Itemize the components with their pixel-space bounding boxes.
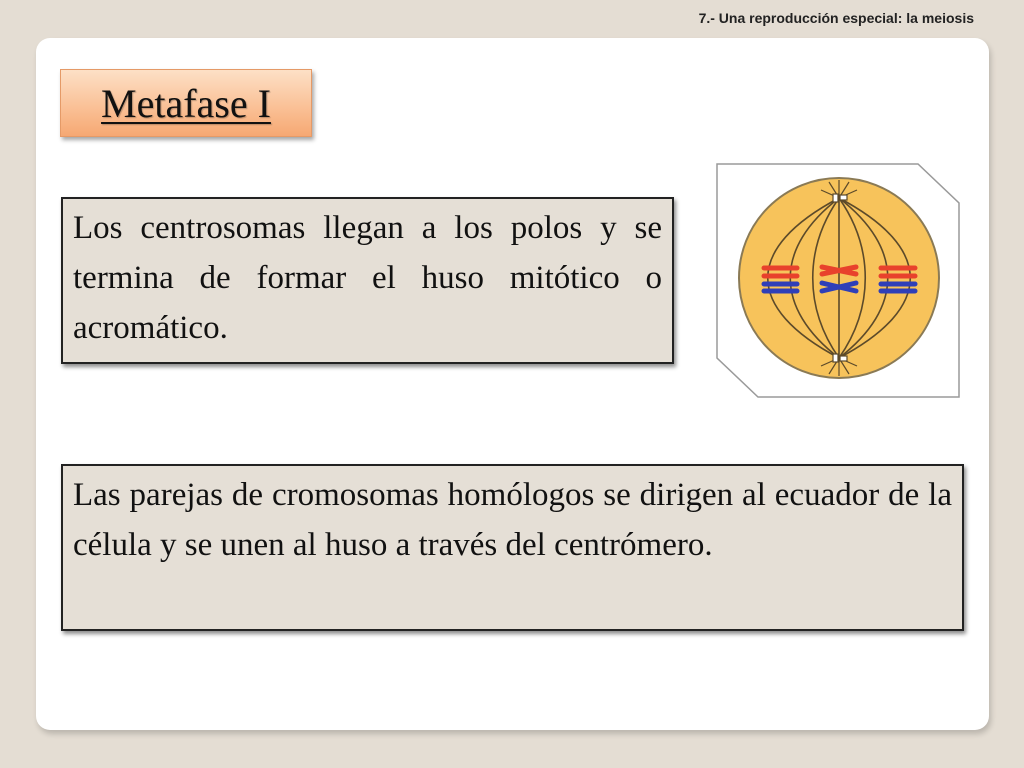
metaphase-cell-illustration [715,162,961,399]
paragraph-box-centrosomes: Los centrosomas llegan a los polos y se termina de formar el huso mitótico o acromático. [61,197,674,364]
paragraph-box-chromosomes: Las parejas de cromosomas homólogos se dirigen al ecuador de la célula y se unen al huso a través del centrómero. [61,464,964,631]
section-header: 7.- Una reproducción especial: la meiosis [698,10,974,26]
cell [739,178,939,378]
slide-title: Metafase I [101,80,271,126]
slide-title-box [60,69,312,137]
